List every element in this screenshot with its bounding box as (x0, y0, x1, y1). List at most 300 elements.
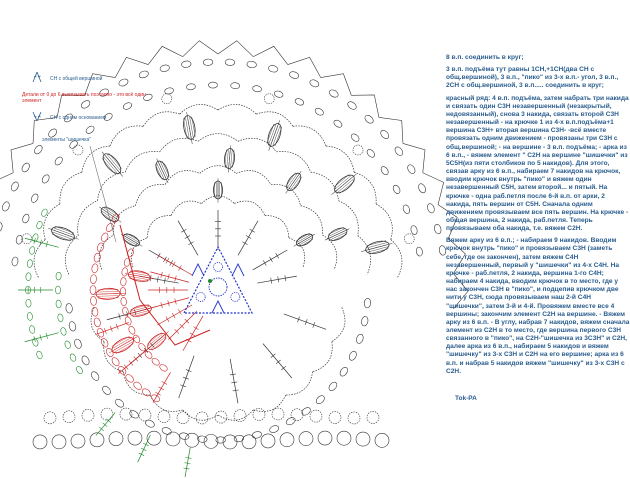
bobble-rib (332, 234, 347, 241)
outer-chain-ring (426, 203, 435, 214)
chain-arc (376, 204, 392, 240)
border-loop (120, 408, 132, 420)
red-bobble (124, 269, 155, 284)
chain-ring (252, 85, 262, 93)
border-point (183, 41, 218, 57)
red-chain-ring (120, 297, 127, 306)
chain-arc (391, 240, 402, 278)
outer-chain-ring (138, 70, 149, 79)
chain-arc (171, 201, 201, 215)
border-loop (329, 411, 341, 423)
blue-picot (196, 293, 205, 302)
picot (404, 234, 414, 244)
red-tall-stitch (118, 351, 145, 373)
stitch-bar (190, 333, 195, 336)
chain-ring (65, 303, 73, 313)
border-loop (280, 433, 294, 447)
blue-joined-stitch (232, 264, 244, 276)
stitch-bar (276, 253, 279, 258)
border-loop (299, 432, 313, 446)
legend-stage-note: Детали от 0 до 6 вывязывать поэтапно - это всё один элемент (22, 92, 146, 104)
chain-ring (80, 355, 90, 366)
chain-ring (114, 398, 125, 409)
green-tall-stitch (185, 448, 190, 478)
red-chain-ring (91, 307, 98, 317)
stitch-bar (242, 242, 247, 245)
chain-ring (392, 184, 402, 195)
outer-chain-ring (289, 70, 300, 79)
blue-joined-stitch (192, 264, 204, 276)
bobble-stitch (323, 224, 352, 244)
border-loop (242, 435, 256, 449)
bobble-stitch (98, 148, 127, 180)
chain-ring (269, 424, 280, 434)
bobble-stitch (46, 223, 80, 244)
border-loop (196, 412, 208, 424)
blue-center-layer (184, 247, 252, 313)
stitch-bar (271, 354, 276, 358)
chain-arc (165, 171, 200, 185)
outer-chain-ring (118, 78, 129, 88)
chain-ring (15, 235, 23, 245)
outer-chain-ring (328, 88, 340, 98)
chain-ring (144, 419, 155, 429)
chain-ring (333, 119, 344, 129)
stitch-bar (155, 392, 160, 395)
chain-ring (179, 432, 190, 440)
outer-chain-ring (225, 59, 235, 66)
chain-ring (186, 83, 196, 90)
border-loop (33, 435, 47, 449)
red-bobble (126, 302, 157, 319)
green-chain-ring (36, 220, 44, 229)
border-loop (310, 410, 322, 422)
chain-arc (234, 201, 264, 215)
red-row-layer (90, 213, 210, 403)
chain-arc (65, 236, 78, 275)
chain-ring (366, 148, 376, 159)
border-point (288, 57, 321, 77)
green-chain-ring (29, 246, 36, 255)
tall-stitch (230, 359, 238, 403)
bobble-rib (369, 249, 389, 254)
red-bobble (143, 328, 172, 355)
chain-arc (60, 172, 82, 204)
chain-arc (143, 112, 180, 127)
chain-ring (380, 165, 390, 176)
green-edge-layer (18, 208, 191, 477)
outer-chain-ring (0, 222, 3, 233)
border-loop (272, 408, 284, 420)
green-chain-ring (75, 365, 83, 374)
border-loop (166, 432, 180, 446)
green-chain-ring (69, 353, 77, 362)
chain-arc (183, 410, 218, 420)
bobble-stitch (328, 170, 360, 199)
border-point (423, 173, 444, 205)
bobble-rib (152, 338, 166, 350)
red-bobble (106, 332, 140, 358)
chain-ring (314, 107, 325, 117)
blue-picot (214, 263, 223, 272)
chain-ring (348, 350, 358, 361)
red-tall-stitch (153, 372, 171, 402)
chain-arc (125, 151, 159, 172)
red-chain-ring (100, 232, 109, 243)
border-loop (109, 432, 123, 446)
stitch-bar (263, 260, 266, 265)
border-loop (128, 431, 142, 445)
outer-chain-ring (309, 78, 320, 88)
legend-joined-top-label: СН с общей вершиной (50, 76, 103, 82)
border-point (218, 41, 253, 57)
red-chain-ring (121, 267, 128, 276)
joined-top-stitch-symbol (33, 72, 41, 82)
stitch-bar (134, 357, 138, 362)
tall-stitch (178, 221, 198, 256)
chain-arc (97, 172, 125, 201)
border-loop (82, 409, 94, 421)
stitch-bar (185, 235, 190, 238)
border-loop (291, 409, 303, 421)
chain-ring (315, 394, 326, 405)
border-point (403, 143, 425, 172)
picot (73, 145, 83, 155)
chain-arc (301, 206, 323, 235)
bobble-rib (162, 161, 169, 176)
chain-ring (361, 316, 369, 327)
chain-arc (147, 215, 171, 237)
chain-ring (90, 370, 101, 382)
border-loop (139, 409, 151, 421)
outer-chain-ring (33, 144, 44, 156)
outer-chain-ring (393, 145, 404, 157)
chain-ring (273, 90, 283, 98)
stitch-bar (99, 427, 104, 431)
chain-arc (34, 240, 45, 278)
stitch-bar (178, 265, 181, 270)
blue-picot (231, 293, 240, 302)
stitch-bar (250, 229, 255, 232)
border-loop (223, 435, 237, 449)
bobble-rib (300, 239, 313, 247)
border-point (351, 95, 379, 118)
author-signature: Tok-PA (455, 395, 477, 402)
red-chain-ring (124, 316, 132, 326)
chain-ring (285, 416, 296, 426)
legend-bobble-label: элементы "шишечка" (42, 137, 92, 143)
stitch-bar (159, 387, 164, 390)
border-loop (375, 433, 389, 447)
red-chain-ring (100, 337, 109, 348)
tall-stitch (253, 250, 288, 270)
border-loop (52, 435, 66, 449)
border-loop (177, 412, 189, 424)
bobble-rib (339, 181, 355, 194)
chain-ring (30, 193, 39, 204)
bobble-rib (334, 174, 350, 187)
bobble-stitch (181, 111, 197, 145)
tall-stitch (179, 356, 194, 398)
stitch-bar (129, 361, 133, 366)
stitch-bar (193, 327, 198, 330)
green-tall-stitch (25, 333, 59, 342)
chain-ring (230, 82, 239, 89)
border-loop (348, 412, 360, 424)
chain-ring (68, 321, 77, 332)
green-tall-stitch (25, 238, 59, 247)
chain-arc (218, 104, 256, 114)
outer-chain-ring (363, 114, 374, 125)
border-loop (253, 408, 265, 420)
blue-center-triangle (184, 247, 252, 313)
chain-ring (21, 213, 30, 224)
green-tall-stitch (138, 435, 151, 462)
chain-ring (101, 385, 112, 396)
green-chain-ring (56, 272, 62, 280)
tall-stitch (263, 344, 292, 378)
green-chain-ring (64, 340, 72, 349)
chain-arc (332, 307, 345, 341)
chain-arc (256, 112, 293, 127)
chain-ring (294, 97, 305, 106)
red-chain-ring (158, 363, 168, 372)
chain-arc (293, 126, 326, 146)
red-tall-stitch (169, 311, 197, 339)
chain-ring (327, 381, 338, 392)
bobble-rib (127, 233, 140, 241)
outer-chain-ring (379, 129, 390, 140)
outer-chain-ring (20, 162, 31, 174)
outer-chain-ring (203, 59, 213, 66)
tall-stitch (238, 221, 258, 256)
stitch-bar (188, 242, 193, 245)
stitch-bar (276, 360, 281, 364)
tall-stitch (284, 314, 326, 329)
red-chain-ring (120, 277, 126, 286)
bobble-stitch (291, 230, 317, 250)
instruction-paragraph: красный ряд: 4 в.п. подъёма, затем набрать три накида и связать один С3Н незавершенный (незакрытый, недовязанный), снова 3 накида, связать второй С3Н незавершенный - на крючке 1 из 4-х в.п.подъёма+1 вершина С3Н+ вторая вершина С3Н- -всё вместе провязать одним движением - провязаны три С3Н с общ.вершиной; - на вершине - 3 в.п. подъёма; - арка из 6 в.п., - вяжем элемент " С2Н на вершине "шишечки" из 5С5Н(из пяти столбиков по 5 накидов). Для этого, связав арку из 6 в.п., набираем 7 накидов на крючок, вводим крючок внутрь "пико" и вяжем один незавершенный С5Н, затем второй... и пятый. На крючке - одна раб.петля после 6-й в.п. от арки, 2 накида, пять вершин от С5Н. Сначала одним движением провязываем все пять вершин. На крючке - общая вершина, 2 накида, раб.петля. Теперь провязываем оба накида, т.е. вяжем С2Н. (446, 94, 629, 233)
bobble-stitch (264, 118, 285, 152)
bobble-rib (231, 150, 232, 167)
chain-arc (358, 236, 371, 275)
stitch-bar (281, 366, 286, 370)
red-chain-ring (111, 356, 121, 367)
stitch-bar (270, 257, 273, 262)
green-start-dot (208, 279, 212, 283)
picot (264, 94, 274, 104)
chain-arc (354, 172, 376, 204)
bobble-rib (109, 153, 122, 169)
chain-ring (41, 174, 51, 185)
bobble-stitch (214, 178, 223, 202)
chain-arc (78, 201, 98, 236)
chain-arc (160, 138, 198, 152)
green-chain-ring (27, 312, 33, 320)
instruction-paragraph: 3 в.п. подъёма тут равны 1СН,+1СН(два СН с общ.вершиной), 3 в.п., "пико" из 3-х в.п.- угол, 3 в.п., 2СН с общ.вершиной, 3 в.п..... соединить в круг; (446, 66, 619, 90)
bobble-rib (147, 332, 161, 344)
green-chain-ring (26, 273, 32, 281)
red-chain-ring (141, 387, 152, 397)
bobble-stitch (223, 145, 235, 173)
border-point (115, 57, 148, 77)
chain-ring (161, 426, 172, 435)
border-loop (318, 431, 332, 445)
chain-arc (198, 134, 238, 142)
outer-chain-ring (417, 183, 427, 194)
picot (162, 94, 172, 104)
stitch-bar (172, 313, 175, 318)
chain-ring (11, 257, 18, 267)
chain-ring (54, 156, 64, 167)
chain-arc (236, 171, 271, 185)
border-loop (90, 433, 104, 447)
green-chain-ring (36, 350, 44, 359)
instructions-panel (446, 54, 630, 380)
stitch-bar (103, 423, 108, 427)
picot (353, 145, 363, 155)
chain-ring (410, 225, 418, 235)
border-point (321, 74, 352, 96)
green-chain-ring (26, 299, 32, 307)
outer-chain-ring (433, 224, 442, 235)
chain-arc (313, 342, 333, 372)
stitch-bar (141, 448, 146, 451)
border-loop (101, 408, 113, 420)
chain-arc (326, 146, 354, 172)
red-tall-stitch (157, 255, 192, 275)
chain-arc (271, 184, 301, 205)
red-tall-stitch (150, 298, 189, 308)
border-loop (261, 434, 275, 448)
bobble-rib (366, 241, 386, 246)
red-chain-ring (124, 373, 135, 384)
border-loop (185, 433, 199, 447)
bobble-rib (227, 150, 228, 167)
red-chain-ring (90, 296, 97, 305)
red-chain-ring (132, 381, 143, 391)
bobble-rib (155, 164, 162, 179)
bobble-rib (368, 247, 388, 252)
red-tall-stitch (183, 316, 203, 351)
red-chain-ring (91, 263, 98, 273)
stitch-bar (181, 229, 186, 232)
bobble-stitch (360, 238, 394, 257)
stitch-bar (178, 309, 181, 314)
stitch-bar (162, 381, 167, 384)
chain-ring (73, 338, 82, 349)
border-loop (356, 432, 370, 446)
red-chain-ring (120, 287, 126, 295)
red-tall-stitch (157, 305, 192, 325)
bobble-rib (98, 291, 118, 292)
chain-ring (402, 204, 411, 215)
bobble-stitch (119, 230, 145, 250)
blue-joined-stitch (212, 301, 224, 313)
green-chain-ring (27, 259, 33, 267)
border-loop (158, 411, 170, 423)
red-chain-ring (93, 317, 101, 327)
border-loop (63, 411, 75, 423)
red-chain-ring (90, 274, 97, 283)
green-chain-ring (55, 286, 60, 294)
border-loop (337, 431, 351, 445)
chain-arc (180, 104, 218, 114)
chain-arc (311, 172, 339, 201)
outer-chain-ring (159, 64, 170, 72)
stitch-bar (143, 443, 148, 446)
stitch-bar (246, 235, 251, 238)
legend-single-base-label: СН с одним основанием (50, 115, 107, 121)
chain-ring (85, 125, 96, 135)
chain-ring (128, 409, 140, 420)
border-point (148, 46, 182, 64)
chain-arc (114, 206, 136, 235)
outer-chain-ring (1, 201, 10, 212)
stitch-bar (166, 258, 169, 263)
outer-chain-ring (346, 100, 358, 111)
chain-arc (150, 395, 182, 411)
outer-chain-ring (406, 163, 417, 175)
instruction-paragraph: Вяжем арку из 6 в.п.; - набираем 9 накидов. Вводим крючок внутрь "пико" и провязываем С3Н (заметь себе, где он закончен), затем вяжем С4Н незавершенный, первый у "шишечки" из 4-х С4Н. На крючке - раб.петля, 2 накида, вершина 1-го С4Н; набираем 4 накида, вводим крючок в то место, где у нас закончен С3Н в "пико", и подцепив крючком две нити у С3Н, сюда провязываем наш 2-й С4Н "шишечки", затем 3-й и 4-й. Провяжем вместе все 4 вершины; закончим элемент С2Н на вершине. - Вяжем арку из 6 в.п. - В углу, набрав 7 накидов, вяжем сначала элемент из С2Н в то место, где вершина первого С3Н связанного в "пико", на С2Н-"шишечка из 3С3Н" и С2Н, далее арка из 6 в.п., набираем 5 накидов и вяжем "шишечку" из 3-х С3Н и С2Н на его вершине; арка из 6 в.п. и набрав 5 накидов вяжем "шишечку" из 3-х С3Н с С2Н. (446, 237, 630, 375)
red-tall-stitch (150, 272, 189, 282)
red-chain-ring (90, 286, 96, 295)
red-chain-ring (151, 357, 161, 367)
chain-arc (265, 215, 289, 237)
bobble-rib (98, 296, 118, 297)
border-loop (71, 434, 85, 448)
border-loop (367, 411, 379, 423)
green-chain-ring (57, 313, 63, 322)
green-chain-ring (60, 327, 67, 336)
chain-ring (416, 247, 424, 257)
chain-ring (350, 132, 361, 142)
tall-stitch (257, 276, 296, 283)
bobble-stitch (152, 156, 172, 185)
outer-chain-ring (10, 181, 20, 192)
chain-arc (123, 372, 150, 395)
bobble-stitch (96, 203, 124, 227)
stitch-bar (172, 262, 175, 267)
stitch-bar (139, 453, 144, 456)
outer-chain-ring (268, 65, 279, 74)
outer-chain-ring (181, 60, 191, 68)
bobble-rib (296, 233, 309, 241)
border-loop (44, 412, 56, 424)
instruction-paragraph: 8 в.п. соединить в круг; (446, 54, 524, 61)
outer-chain-ring (246, 61, 256, 69)
chain-arc (276, 151, 310, 172)
green-tall-stitch (96, 413, 115, 436)
stitch-bar (166, 317, 169, 322)
chain-ring (251, 431, 262, 440)
chain-arc (135, 184, 165, 205)
chain-arc (110, 126, 143, 146)
red-chain-ring (128, 325, 137, 335)
border-loop (234, 410, 246, 422)
chain-ring (339, 366, 350, 378)
green-chain-ring (56, 300, 62, 308)
bobble-rib (102, 159, 115, 175)
chain-arc (91, 307, 104, 341)
chain-ring (364, 298, 371, 308)
border-point (253, 46, 287, 64)
bobble-rib (367, 243, 387, 248)
bobble-rib (328, 227, 343, 234)
chain-ring (208, 82, 217, 88)
red-chain-ring (93, 253, 101, 263)
green-chain-ring (29, 325, 36, 334)
